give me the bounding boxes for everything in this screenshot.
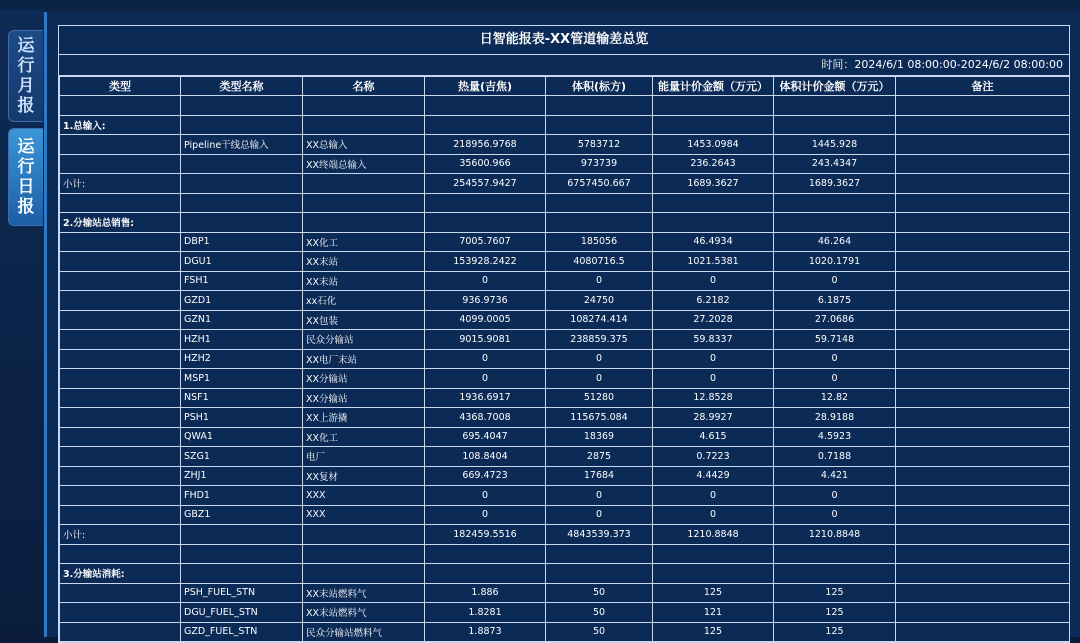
cell-volume-amount: 1689.3627 — [774, 174, 896, 194]
table-row — [60, 213, 1070, 233]
cell-heat: 182459.5516 — [425, 525, 546, 545]
cell-volume-amount — [774, 96, 896, 116]
cell-volume-amount — [774, 193, 896, 213]
cell-remark — [896, 154, 1070, 174]
table-row — [60, 154, 1070, 174]
cell-energy-amount: 6.2182 — [653, 291, 774, 311]
cell-volume-amount: 59.7148 — [774, 330, 896, 350]
table-row — [60, 505, 1070, 525]
cell-heat: 669.4723 — [425, 466, 546, 486]
cell-volume: 4080716.5 — [546, 252, 653, 272]
table-row — [60, 174, 1070, 194]
cell-type-name: QWA1 — [181, 427, 303, 447]
cell-remark — [896, 583, 1070, 603]
table-row — [60, 622, 1070, 642]
cell-remark — [896, 232, 1070, 252]
cell-type — [60, 369, 181, 389]
table-row — [60, 544, 1070, 564]
cell-remark — [896, 525, 1070, 545]
cell-heat — [425, 193, 546, 213]
table-row — [60, 232, 1070, 252]
cell-remark — [896, 544, 1070, 564]
cell-heat: 936.9736 — [425, 291, 546, 311]
cell-type-name: HZH2 — [181, 349, 303, 369]
col-header-energy-amount: 能量计价金额（万元） — [653, 77, 774, 96]
cell-heat — [425, 213, 546, 233]
cell-type-name: MSP1 — [181, 369, 303, 389]
cell-volume-amount: 28.9188 — [774, 408, 896, 428]
cell-remark — [896, 408, 1070, 428]
cell-heat: 254557.9427 — [425, 174, 546, 194]
cell-heat — [425, 544, 546, 564]
cell-type-name — [181, 213, 303, 233]
cell-volume-amount: 125 — [774, 583, 896, 603]
cell-volume-amount: 125 — [774, 622, 896, 642]
cell-volume-amount — [774, 115, 896, 135]
cell-energy-amount: 0 — [653, 349, 774, 369]
cell-remark — [896, 447, 1070, 467]
cell-name: 民众分输站燃料气 — [303, 622, 425, 642]
cell-energy-amount: 125 — [653, 622, 774, 642]
cell-type-name: GZN1 — [181, 310, 303, 330]
cell-energy-amount: 1210.8848 — [653, 525, 774, 545]
report-table — [59, 76, 1070, 642]
cell-volume: 0 — [546, 369, 653, 389]
cell-energy-amount — [653, 115, 774, 135]
cell-volume — [546, 115, 653, 135]
cell-type — [60, 447, 181, 467]
cell-name: XX化工 — [303, 427, 425, 447]
cell-type-name: GBZ1 — [181, 505, 303, 525]
cell-heat: 0 — [425, 349, 546, 369]
col-header-name: 名称 — [303, 77, 425, 96]
cell-type-name: SZG1 — [181, 447, 303, 467]
cell-remark — [896, 135, 1070, 155]
cell-type-name: FHD1 — [181, 486, 303, 506]
cell-heat: 4099.0005 — [425, 310, 546, 330]
cell-energy-amount — [653, 564, 774, 584]
cell-name — [303, 564, 425, 584]
cell-heat: 0 — [425, 486, 546, 506]
cell-type — [60, 544, 181, 564]
report-panel — [44, 12, 1080, 637]
cell-remark — [896, 466, 1070, 486]
table-row — [60, 447, 1070, 467]
cell-volume-amount: 0 — [774, 271, 896, 291]
cell-type — [60, 486, 181, 506]
cell-volume — [546, 544, 653, 564]
cell-type — [60, 96, 181, 116]
table-row — [60, 193, 1070, 213]
table-row — [60, 388, 1070, 408]
cell-type: 小计: — [60, 525, 181, 545]
table-row — [60, 135, 1070, 155]
cell-volume-amount: 125 — [774, 603, 896, 623]
col-header-volume-amount: 体积计价金额（万元） — [774, 77, 896, 96]
cell-volume-amount — [774, 213, 896, 233]
table-row — [60, 603, 1070, 623]
table-row — [60, 115, 1070, 135]
cell-name: xx石化 — [303, 291, 425, 311]
cell-name: XX上游撬 — [303, 408, 425, 428]
cell-remark — [896, 349, 1070, 369]
cell-heat: 1.8873 — [425, 622, 546, 642]
cell-volume-amount: 4.5923 — [774, 427, 896, 447]
cell-type — [60, 408, 181, 428]
table-row — [60, 466, 1070, 486]
table-row — [60, 291, 1070, 311]
cell-remark — [896, 193, 1070, 213]
table-row — [60, 271, 1070, 291]
cell-type — [60, 466, 181, 486]
cell-heat: 108.8404 — [425, 447, 546, 467]
time-label: 时间： — [821, 58, 855, 71]
cell-energy-amount: 0.7223 — [653, 447, 774, 467]
cell-type-name — [181, 564, 303, 584]
cell-type-name: FSH1 — [181, 271, 303, 291]
cell-name: XX包装 — [303, 310, 425, 330]
cell-energy-amount: 1689.3627 — [653, 174, 774, 194]
cell-energy-amount — [653, 544, 774, 564]
col-header-volume: 体积(标方) — [546, 77, 653, 96]
cell-type-name: DGU_FUEL_STN — [181, 603, 303, 623]
cell-name: XX终端总输入 — [303, 154, 425, 174]
cell-volume-amount — [774, 544, 896, 564]
cell-type — [60, 271, 181, 291]
cell-volume: 50 — [546, 583, 653, 603]
table-row — [60, 96, 1070, 116]
col-header-type: 类型 — [60, 77, 181, 96]
col-header-type-name: 类型名称 — [181, 77, 303, 96]
cell-volume: 238859.375 — [546, 330, 653, 350]
cell-volume: 185056 — [546, 232, 653, 252]
cell-type-name: PSH1 — [181, 408, 303, 428]
cell-type-name: ZHJ1 — [181, 466, 303, 486]
cell-energy-amount: 125 — [653, 583, 774, 603]
cell-name: XX分输站 — [303, 369, 425, 389]
cell-heat: 0 — [425, 271, 546, 291]
cell-energy-amount: 121 — [653, 603, 774, 623]
cell-name: XX分输站 — [303, 388, 425, 408]
cell-volume: 50 — [546, 622, 653, 642]
cell-energy-amount: 27.2028 — [653, 310, 774, 330]
cell-energy-amount: 0 — [653, 271, 774, 291]
sidebar — [0, 10, 44, 637]
cell-heat: 1.886 — [425, 583, 546, 603]
cell-remark — [896, 622, 1070, 642]
cell-type — [60, 622, 181, 642]
cell-energy-amount: 1453.0984 — [653, 135, 774, 155]
cell-name: XX化工 — [303, 232, 425, 252]
cell-volume-amount: 1210.8848 — [774, 525, 896, 545]
cell-energy-amount: 46.4934 — [653, 232, 774, 252]
cell-heat — [425, 115, 546, 135]
cell-type-name: DBP1 — [181, 232, 303, 252]
cell-heat: 695.4047 — [425, 427, 546, 447]
cell-remark — [896, 174, 1070, 194]
cell-remark — [896, 330, 1070, 350]
cell-type — [60, 252, 181, 272]
cell-type — [60, 330, 181, 350]
cell-name: XX末站燃料气 — [303, 583, 425, 603]
report-table-container — [58, 25, 1070, 643]
cell-remark — [896, 603, 1070, 623]
cell-type-name — [181, 96, 303, 116]
cell-type — [60, 310, 181, 330]
cell-type — [60, 349, 181, 369]
cell-volume: 18369 — [546, 427, 653, 447]
cell-name — [303, 115, 425, 135]
cell-volume — [546, 564, 653, 584]
cell-volume: 0 — [546, 271, 653, 291]
cell-type — [60, 291, 181, 311]
cell-name — [303, 174, 425, 194]
table-row — [60, 583, 1070, 603]
cell-type — [60, 583, 181, 603]
cell-type-name — [181, 544, 303, 564]
cell-remark — [896, 115, 1070, 135]
cell-volume: 6757450.667 — [546, 174, 653, 194]
cell-volume-amount: 0 — [774, 486, 896, 506]
cell-type-name: DGU1 — [181, 252, 303, 272]
cell-volume: 5783712 — [546, 135, 653, 155]
cell-heat: 1.8281 — [425, 603, 546, 623]
cell-type-name — [181, 154, 303, 174]
table-row — [60, 427, 1070, 447]
cell-volume-amount: 0 — [774, 505, 896, 525]
cell-type-name: GZD_FUEL_STN — [181, 622, 303, 642]
cell-volume-amount — [774, 564, 896, 584]
cell-name: XX末站 — [303, 271, 425, 291]
tab-monthly-report[interactable]: 运 行 月 报 — [8, 30, 43, 122]
cell-energy-amount — [653, 193, 774, 213]
cell-energy-amount: 4.4429 — [653, 466, 774, 486]
cell-type-name — [181, 193, 303, 213]
report-title: 日智能报表-XX管道输差总览 — [59, 26, 1069, 55]
cell-name: 民众分输站 — [303, 330, 425, 350]
cell-volume-amount: 1445.928 — [774, 135, 896, 155]
cell-name: XX末站燃料气 — [303, 603, 425, 623]
cell-heat: 35600.966 — [425, 154, 546, 174]
cell-heat: 0 — [425, 369, 546, 389]
cell-remark — [896, 291, 1070, 311]
table-row — [60, 486, 1070, 506]
cell-volume-amount: 0 — [774, 369, 896, 389]
cell-energy-amount: 4.615 — [653, 427, 774, 447]
cell-energy-amount: 1021.5381 — [653, 252, 774, 272]
cell-heat — [425, 564, 546, 584]
table-body — [60, 96, 1070, 642]
cell-remark — [896, 369, 1070, 389]
cell-volume-amount: 46.264 — [774, 232, 896, 252]
cell-heat: 153928.2422 — [425, 252, 546, 272]
cell-energy-amount — [653, 213, 774, 233]
cell-name: XXX — [303, 505, 425, 525]
cell-heat: 7005.7607 — [425, 232, 546, 252]
time-range: 2024/6/1 08:00:00-2024/6/2 08:00:00 — [854, 58, 1063, 71]
cell-name: XX电厂末站 — [303, 349, 425, 369]
cell-volume: 4843539.373 — [546, 525, 653, 545]
cell-volume: 108274.414 — [546, 310, 653, 330]
cell-heat — [425, 96, 546, 116]
cell-type — [60, 388, 181, 408]
cell-remark — [896, 310, 1070, 330]
cell-remark — [896, 427, 1070, 447]
cell-remark — [896, 505, 1070, 525]
cell-volume: 115675.084 — [546, 408, 653, 428]
cell-type-name — [181, 525, 303, 545]
cell-name — [303, 213, 425, 233]
cell-type-name — [181, 115, 303, 135]
cell-type: 小计: — [60, 174, 181, 194]
cell-energy-amount: 0 — [653, 369, 774, 389]
cell-name — [303, 525, 425, 545]
cell-type-name: GZD1 — [181, 291, 303, 311]
cell-volume-amount: 27.0686 — [774, 310, 896, 330]
table-header-row — [60, 77, 1070, 96]
cell-name — [303, 96, 425, 116]
cell-type-name: Pipeline干线总输入 — [181, 135, 303, 155]
tab-daily-report[interactable]: 运 行 日 报 — [8, 128, 43, 226]
cell-volume-amount: 1020.1791 — [774, 252, 896, 272]
table-row — [60, 369, 1070, 389]
cell-volume-amount: 12.82 — [774, 388, 896, 408]
cell-energy-amount: 59.8337 — [653, 330, 774, 350]
cell-volume — [546, 193, 653, 213]
cell-volume: 51280 — [546, 388, 653, 408]
cell-type-name — [181, 174, 303, 194]
cell-energy-amount: 12.8528 — [653, 388, 774, 408]
cell-volume: 24750 — [546, 291, 653, 311]
cell-remark — [896, 252, 1070, 272]
cell-energy-amount: 0 — [653, 505, 774, 525]
cell-name: XX末站 — [303, 252, 425, 272]
cell-volume — [546, 96, 653, 116]
time-range-bar — [59, 55, 1069, 76]
cell-volume: 0 — [546, 349, 653, 369]
table-row — [60, 525, 1070, 545]
table-row — [60, 310, 1070, 330]
cell-heat: 0 — [425, 505, 546, 525]
cell-volume: 0 — [546, 486, 653, 506]
cell-remark — [896, 388, 1070, 408]
cell-type-name: HZH1 — [181, 330, 303, 350]
cell-type: 1.总输入: — [60, 115, 181, 135]
cell-type: 2.分输站总销售: — [60, 213, 181, 233]
cell-energy-amount: 28.9927 — [653, 408, 774, 428]
cell-volume: 17684 — [546, 466, 653, 486]
table-row — [60, 330, 1070, 350]
cell-heat: 4368.7008 — [425, 408, 546, 428]
cell-type — [60, 193, 181, 213]
cell-volume-amount: 4.421 — [774, 466, 896, 486]
cell-name — [303, 193, 425, 213]
cell-type — [60, 135, 181, 155]
cell-heat: 218956.9768 — [425, 135, 546, 155]
cell-type — [60, 603, 181, 623]
cell-type — [60, 232, 181, 252]
cell-type: 3.分输站消耗: — [60, 564, 181, 584]
cell-volume: 973739 — [546, 154, 653, 174]
cell-energy-amount: 0 — [653, 486, 774, 506]
cell-remark — [896, 564, 1070, 584]
cell-type — [60, 505, 181, 525]
cell-volume — [546, 213, 653, 233]
cell-volume: 50 — [546, 603, 653, 623]
cell-heat: 1936.6917 — [425, 388, 546, 408]
cell-remark — [896, 271, 1070, 291]
table-row — [60, 349, 1070, 369]
cell-name: XX总输入 — [303, 135, 425, 155]
cell-volume-amount: 243.4347 — [774, 154, 896, 174]
table-row — [60, 252, 1070, 272]
table-row — [60, 564, 1070, 584]
col-header-heat: 热量(吉焦) — [425, 77, 546, 96]
cell-volume: 2875 — [546, 447, 653, 467]
table-row — [60, 408, 1070, 428]
cell-remark — [896, 486, 1070, 506]
cell-remark — [896, 213, 1070, 233]
cell-volume: 0 — [546, 505, 653, 525]
col-header-remark: 备注 — [896, 77, 1070, 96]
cell-type-name: PSH_FUEL_STN — [181, 583, 303, 603]
cell-energy-amount: 236.2643 — [653, 154, 774, 174]
cell-name — [303, 544, 425, 564]
cell-heat: 9015.9081 — [425, 330, 546, 350]
cell-type — [60, 154, 181, 174]
cell-volume-amount: 0 — [774, 349, 896, 369]
cell-type-name: NSF1 — [181, 388, 303, 408]
cell-energy-amount — [653, 96, 774, 116]
cell-type — [60, 427, 181, 447]
cell-name: XXX — [303, 486, 425, 506]
cell-name: 电厂 — [303, 447, 425, 467]
cell-name: XX复材 — [303, 466, 425, 486]
cell-volume-amount: 0.7188 — [774, 447, 896, 467]
cell-volume-amount: 6.1875 — [774, 291, 896, 311]
cell-remark — [896, 96, 1070, 116]
